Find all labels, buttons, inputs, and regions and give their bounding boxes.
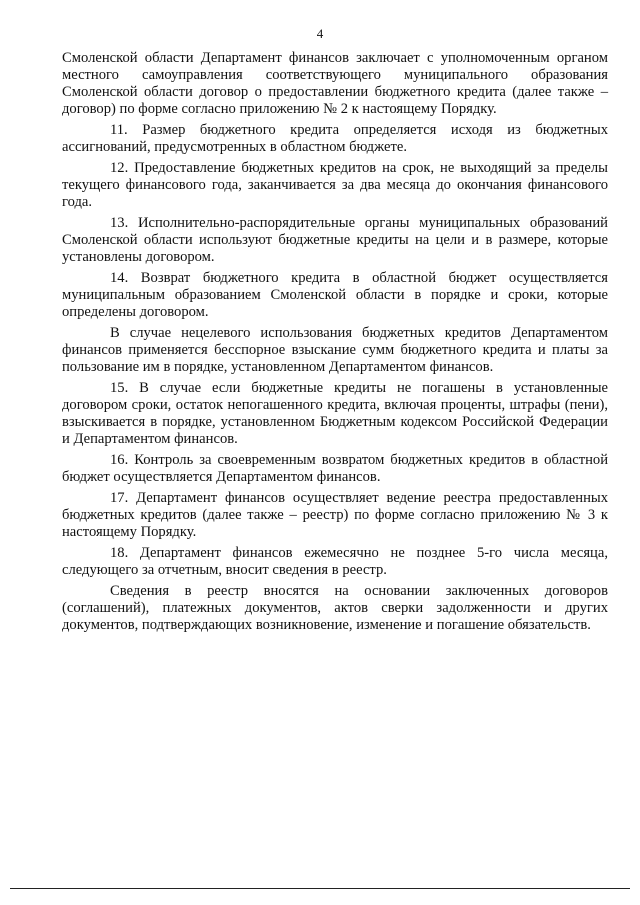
paragraph-14-misuse: В случае нецелевого использования бюджетных кредитов Департаментом финансов применяется бесспорное взыскание сумм бюджетного кредита и платы за пользование им в порядке, установленном Департаментом финансов. xyxy=(62,325,608,375)
page-bottom-rule xyxy=(10,888,630,889)
page-number: 4 xyxy=(316,26,324,41)
paragraph-continuation: Смоленской области Департамент финансов заключает с уполномоченным органом местного самоуправления соответствующего муниципального образования Смоленской области договор о предоставлении бюджетного кредита (далее также – договор) по форме согласно приложению № 2 к настоящему Порядку. xyxy=(62,50,608,117)
document-body xyxy=(62,50,608,638)
paragraph-15: 15. В случае если бюджетные кредиты не погашены в установленные договором сроки, остаток непогашенного кредита, включая проценты, штрафы (пени), взыскивается в порядке, установленном Бюджетным кодексом Российской Федерации и Департаментом финансов. xyxy=(62,380,608,447)
paragraph-18: 18. Департамент финансов ежемесячно не позднее 5-го числа месяца, следующего за отчетным, вносит сведения в реестр. xyxy=(62,545,608,578)
paragraph-16: 16. Контроль за своевременным возвратом бюджетных кредитов в областной бюджет осуществляется Департаментом финансов. xyxy=(62,452,608,485)
paragraph-13: 13. Исполнительно-распорядительные органы муниципальных образований Смоленской области используют бюджетные кредиты на цели и в размере, которые установлены договором. xyxy=(62,215,608,265)
paragraph-18-registry-info: Сведения в реестр вносятся на основании заключенных договоров (соглашений), платежных документов, актов сверки задолженности и других документов, подтверждающих возникновение, изменение и погашение обязательств. xyxy=(62,583,608,633)
paragraph-14: 14. Возврат бюджетного кредита в областной бюджет осуществляется муниципальным образованием Смоленской области в порядке и сроки, которые определены договором. xyxy=(62,270,608,320)
paragraph-11: 11. Размер бюджетного кредита определяется исходя из бюджетных ассигнований, предусмотренных в областном бюджете. xyxy=(62,122,608,155)
paragraph-17: 17. Департамент финансов осуществляет ведение реестра предоставленных бюджетных кредитов (далее также – реестр) по форме согласно приложению № 3 к настоящему Порядку. xyxy=(62,490,608,540)
paragraph-12: 12. Предоставление бюджетных кредитов на срок, не выходящий за пределы текущего финансового года, заканчивается за два месяца до окончания финансового года. xyxy=(62,160,608,210)
